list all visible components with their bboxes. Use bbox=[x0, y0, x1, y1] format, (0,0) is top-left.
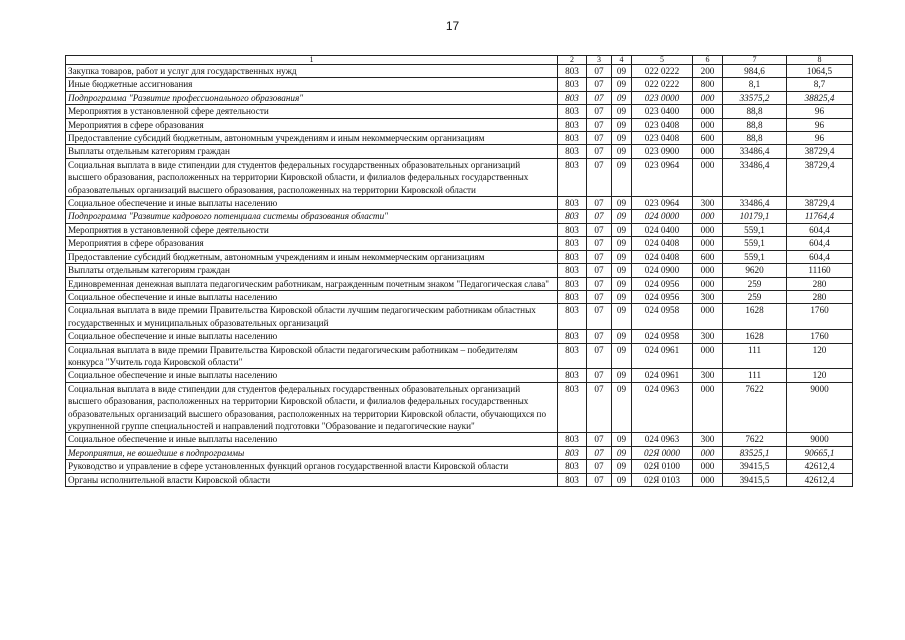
ministry-code-cell: 803 bbox=[558, 290, 587, 303]
row-name-cell: Выплаты отдельным категориям граждан bbox=[66, 145, 558, 158]
subsection-code-cell: 09 bbox=[612, 132, 632, 145]
column-header: 6 bbox=[693, 56, 723, 65]
target-article-cell: 024 0956 bbox=[632, 277, 693, 290]
section-code-cell: 07 bbox=[587, 105, 612, 118]
subsection-code-cell: 09 bbox=[612, 210, 632, 223]
amount-year1-cell: 88,8 bbox=[723, 118, 787, 131]
subsection-code-cell: 09 bbox=[612, 446, 632, 459]
amount-year2-cell: 9000 bbox=[787, 382, 853, 433]
section-code-cell: 07 bbox=[587, 330, 612, 343]
expense-type-cell: 000 bbox=[693, 237, 723, 250]
amount-year1-cell: 10179,1 bbox=[723, 210, 787, 223]
target-article-cell: 024 0961 bbox=[632, 369, 693, 382]
ministry-code-cell: 803 bbox=[558, 210, 587, 223]
amount-year1-cell: 559,1 bbox=[723, 223, 787, 236]
target-article-cell: 024 0000 bbox=[632, 210, 693, 223]
target-article-cell: 02Я 0100 bbox=[632, 460, 693, 473]
amount-year1-cell: 33486,4 bbox=[723, 145, 787, 158]
section-code-cell: 07 bbox=[587, 460, 612, 473]
table-row bbox=[66, 264, 853, 277]
row-name-cell: Закупка товаров, работ и услуг для государственных нужд bbox=[66, 65, 558, 78]
row-name-cell: Социальная выплата в виде стипендии для студентов федеральных государственных образовательных организаций высшего образования, расположенных на территории Кировской области, и филиалов федеральных государственных образовательных организаций высшего образования, расположенных на территории Кировской области, обучающихся по укрупненной группе специальностей и направлений подготовки "Образование и педагогические науки" bbox=[66, 382, 558, 433]
table-row bbox=[66, 369, 853, 382]
section-code-cell: 07 bbox=[587, 158, 612, 196]
section-code-cell: 07 bbox=[587, 78, 612, 91]
subsection-code-cell: 09 bbox=[612, 250, 632, 263]
target-article-cell: 023 0408 bbox=[632, 118, 693, 131]
row-name-cell: Подпрограмма "Развитие кадрового потенциала системы образования области" bbox=[66, 210, 558, 223]
amount-year1-cell: 88,8 bbox=[723, 105, 787, 118]
expense-type-cell: 000 bbox=[693, 382, 723, 433]
amount-year2-cell: 1760 bbox=[787, 330, 853, 343]
amount-year2-cell: 604,4 bbox=[787, 237, 853, 250]
section-code-cell: 07 bbox=[587, 290, 612, 303]
table-row bbox=[66, 223, 853, 236]
table-row bbox=[66, 78, 853, 91]
expense-type-cell: 000 bbox=[693, 446, 723, 459]
expense-type-cell: 600 bbox=[693, 132, 723, 145]
table-row bbox=[66, 105, 853, 118]
row-name-cell: Социальное обеспечение и иные выплаты населению bbox=[66, 290, 558, 303]
amount-year1-cell: 33575,2 bbox=[723, 91, 787, 104]
table-row bbox=[66, 330, 853, 343]
expense-type-cell: 000 bbox=[693, 264, 723, 277]
section-code-cell: 07 bbox=[587, 223, 612, 236]
amount-year2-cell: 42612,4 bbox=[787, 473, 853, 486]
ministry-code-cell: 803 bbox=[558, 145, 587, 158]
ministry-code-cell: 803 bbox=[558, 369, 587, 382]
section-code-cell: 07 bbox=[587, 433, 612, 446]
amount-year2-cell: 9000 bbox=[787, 433, 853, 446]
target-article-cell: 024 0900 bbox=[632, 264, 693, 277]
table-row bbox=[66, 197, 853, 210]
expense-type-cell: 000 bbox=[693, 223, 723, 236]
expense-type-cell: 000 bbox=[693, 145, 723, 158]
table-row bbox=[66, 250, 853, 263]
row-name-cell: Предоставление субсидий бюджетным, автономным учреждениям и иным некоммерческим организациям bbox=[66, 250, 558, 263]
budget-table bbox=[65, 55, 853, 487]
table-row bbox=[66, 210, 853, 223]
section-code-cell: 07 bbox=[587, 145, 612, 158]
ministry-code-cell: 803 bbox=[558, 132, 587, 145]
amount-year2-cell: 11764,4 bbox=[787, 210, 853, 223]
expense-type-cell: 600 bbox=[693, 250, 723, 263]
table-row bbox=[66, 446, 853, 459]
ministry-code-cell: 803 bbox=[558, 118, 587, 131]
subsection-code-cell: 09 bbox=[612, 290, 632, 303]
amount-year1-cell: 259 bbox=[723, 277, 787, 290]
subsection-code-cell: 09 bbox=[612, 237, 632, 250]
amount-year1-cell: 559,1 bbox=[723, 237, 787, 250]
subsection-code-cell: 09 bbox=[612, 304, 632, 330]
target-article-cell: 023 0964 bbox=[632, 158, 693, 196]
column-header: 4 bbox=[612, 56, 632, 65]
row-name-cell: Социальная выплата в виде премии Правительства Кировской области лучшим педагогическим работникам областных государственных и муниципальных образовательных организаций bbox=[66, 304, 558, 330]
target-article-cell: 024 0400 bbox=[632, 223, 693, 236]
column-header: 7 bbox=[723, 56, 787, 65]
table-row bbox=[66, 145, 853, 158]
amount-year2-cell: 38825,4 bbox=[787, 91, 853, 104]
expense-type-cell: 000 bbox=[693, 105, 723, 118]
subsection-code-cell: 09 bbox=[612, 78, 632, 91]
row-name-cell: Социальное обеспечение и иные выплаты населению bbox=[66, 433, 558, 446]
ministry-code-cell: 803 bbox=[558, 343, 587, 369]
amount-year2-cell: 120 bbox=[787, 343, 853, 369]
amount-year1-cell: 984,6 bbox=[723, 65, 787, 78]
row-name-cell: Мероприятия, не вошедшие в подпрограммы bbox=[66, 446, 558, 459]
column-number-row bbox=[66, 56, 853, 65]
subsection-code-cell: 09 bbox=[612, 343, 632, 369]
row-name-cell: Мероприятия в установленной сфере деятельности bbox=[66, 105, 558, 118]
table-row bbox=[66, 91, 853, 104]
row-name-cell: Социальное обеспечение и иные выплаты населению bbox=[66, 369, 558, 382]
ministry-code-cell: 803 bbox=[558, 78, 587, 91]
subsection-code-cell: 09 bbox=[612, 460, 632, 473]
column-header: 3 bbox=[587, 56, 612, 65]
section-code-cell: 07 bbox=[587, 237, 612, 250]
amount-year2-cell: 96 bbox=[787, 118, 853, 131]
ministry-code-cell: 803 bbox=[558, 304, 587, 330]
table-row bbox=[66, 277, 853, 290]
ministry-code-cell: 803 bbox=[558, 446, 587, 459]
target-article-cell: 024 0963 bbox=[632, 433, 693, 446]
amount-year1-cell: 33486,4 bbox=[723, 197, 787, 210]
amount-year2-cell: 38729,4 bbox=[787, 158, 853, 196]
ministry-code-cell: 803 bbox=[558, 223, 587, 236]
section-code-cell: 07 bbox=[587, 132, 612, 145]
target-article-cell: 022 0222 bbox=[632, 78, 693, 91]
section-code-cell: 07 bbox=[587, 91, 612, 104]
expense-type-cell: 300 bbox=[693, 433, 723, 446]
amount-year1-cell: 39415,5 bbox=[723, 473, 787, 486]
amount-year2-cell: 604,4 bbox=[787, 250, 853, 263]
amount-year1-cell: 7622 bbox=[723, 433, 787, 446]
section-code-cell: 07 bbox=[587, 210, 612, 223]
row-name-cell: Органы исполнительной власти Кировской области bbox=[66, 473, 558, 486]
ministry-code-cell: 803 bbox=[558, 105, 587, 118]
table-row bbox=[66, 304, 853, 330]
section-code-cell: 07 bbox=[587, 65, 612, 78]
table-row bbox=[66, 343, 853, 369]
subsection-code-cell: 09 bbox=[612, 433, 632, 446]
target-article-cell: 024 0958 bbox=[632, 304, 693, 330]
subsection-code-cell: 09 bbox=[612, 264, 632, 277]
amount-year1-cell: 83525,1 bbox=[723, 446, 787, 459]
row-name-cell: Социальная выплата в виде стипендии для студентов федеральных государственных образовательных организаций высшего образования, расположенных на территории Кировской области, и филиалов федеральных государственных образовательных организаций высшего образования, расположенных на территории Кировской области bbox=[66, 158, 558, 196]
target-article-cell: 023 0000 bbox=[632, 91, 693, 104]
amount-year1-cell: 559,1 bbox=[723, 250, 787, 263]
ministry-code-cell: 803 bbox=[558, 197, 587, 210]
row-name-cell: Предоставление субсидий бюджетным, автономным учреждениям и иным некоммерческим организациям bbox=[66, 132, 558, 145]
amount-year1-cell: 33486,4 bbox=[723, 158, 787, 196]
section-code-cell: 07 bbox=[587, 250, 612, 263]
amount-year2-cell: 1064,5 bbox=[787, 65, 853, 78]
target-article-cell: 02Я 0000 bbox=[632, 446, 693, 459]
table-body bbox=[66, 65, 853, 487]
row-name-cell: Мероприятия в установленной сфере деятельности bbox=[66, 223, 558, 236]
target-article-cell: 024 0961 bbox=[632, 343, 693, 369]
section-code-cell: 07 bbox=[587, 446, 612, 459]
section-code-cell: 07 bbox=[587, 369, 612, 382]
amount-year1-cell: 8,1 bbox=[723, 78, 787, 91]
ministry-code-cell: 803 bbox=[558, 91, 587, 104]
subsection-code-cell: 09 bbox=[612, 145, 632, 158]
expense-type-cell: 000 bbox=[693, 91, 723, 104]
ministry-code-cell: 803 bbox=[558, 264, 587, 277]
amount-year2-cell: 96 bbox=[787, 132, 853, 145]
target-article-cell: 022 0222 bbox=[632, 65, 693, 78]
section-code-cell: 07 bbox=[587, 118, 612, 131]
amount-year2-cell: 38729,4 bbox=[787, 145, 853, 158]
subsection-code-cell: 09 bbox=[612, 158, 632, 196]
row-name-cell: Единовременная денежная выплата педагогическим работникам, награжденным почетным знаком "Педагогическая слава" bbox=[66, 277, 558, 290]
amount-year1-cell: 1628 bbox=[723, 330, 787, 343]
amount-year1-cell: 9620 bbox=[723, 264, 787, 277]
subsection-code-cell: 09 bbox=[612, 65, 632, 78]
ministry-code-cell: 803 bbox=[558, 237, 587, 250]
ministry-code-cell: 803 bbox=[558, 277, 587, 290]
amount-year2-cell: 42612,4 bbox=[787, 460, 853, 473]
table-row bbox=[66, 473, 853, 486]
ministry-code-cell: 803 bbox=[558, 330, 587, 343]
section-code-cell: 07 bbox=[587, 473, 612, 486]
section-code-cell: 07 bbox=[587, 343, 612, 369]
target-article-cell: 024 0408 bbox=[632, 237, 693, 250]
subsection-code-cell: 09 bbox=[612, 197, 632, 210]
target-article-cell: 02Я 0103 bbox=[632, 473, 693, 486]
row-name-cell: Иные бюджетные ассигнования bbox=[66, 78, 558, 91]
table-row bbox=[66, 132, 853, 145]
page-number: 17 bbox=[445, 19, 460, 33]
amount-year2-cell: 280 bbox=[787, 277, 853, 290]
subsection-code-cell: 09 bbox=[612, 277, 632, 290]
amount-year1-cell: 259 bbox=[723, 290, 787, 303]
table-row bbox=[66, 460, 853, 473]
amount-year2-cell: 11160 bbox=[787, 264, 853, 277]
amount-year2-cell: 120 bbox=[787, 369, 853, 382]
row-name-cell: Мероприятия в сфере образования bbox=[66, 118, 558, 131]
row-name-cell: Подпрограмма "Развитие профессионального образования" bbox=[66, 91, 558, 104]
section-code-cell: 07 bbox=[587, 197, 612, 210]
amount-year2-cell: 38729,4 bbox=[787, 197, 853, 210]
amount-year1-cell: 7622 bbox=[723, 382, 787, 433]
expense-type-cell: 000 bbox=[693, 460, 723, 473]
row-name-cell: Социальное обеспечение и иные выплаты населению bbox=[66, 197, 558, 210]
section-code-cell: 07 bbox=[587, 264, 612, 277]
section-code-cell: 07 bbox=[587, 277, 612, 290]
expense-type-cell: 000 bbox=[693, 158, 723, 196]
target-article-cell: 024 0963 bbox=[632, 382, 693, 433]
target-article-cell: 023 0900 bbox=[632, 145, 693, 158]
expense-type-cell: 000 bbox=[693, 118, 723, 131]
expense-type-cell: 300 bbox=[693, 330, 723, 343]
table-row bbox=[66, 290, 853, 303]
subsection-code-cell: 09 bbox=[612, 369, 632, 382]
target-article-cell: 024 0958 bbox=[632, 330, 693, 343]
column-header: 2 bbox=[558, 56, 587, 65]
target-article-cell: 023 0964 bbox=[632, 197, 693, 210]
row-name-cell: Мероприятия в сфере образования bbox=[66, 237, 558, 250]
table-row bbox=[66, 65, 853, 78]
amount-year1-cell: 1628 bbox=[723, 304, 787, 330]
expense-type-cell: 300 bbox=[693, 290, 723, 303]
amount-year2-cell: 8,7 bbox=[787, 78, 853, 91]
subsection-code-cell: 09 bbox=[612, 382, 632, 433]
table-row bbox=[66, 433, 853, 446]
expense-type-cell: 000 bbox=[693, 473, 723, 486]
row-name-cell: Социальная выплата в виде премии Правительства Кировской области педагогическим работникам – победителям конкурса "Учитель года Кировской области" bbox=[66, 343, 558, 369]
target-article-cell: 024 0408 bbox=[632, 250, 693, 263]
amount-year2-cell: 90665,1 bbox=[787, 446, 853, 459]
table-row bbox=[66, 158, 853, 196]
table-row bbox=[66, 237, 853, 250]
amount-year2-cell: 604,4 bbox=[787, 223, 853, 236]
ministry-code-cell: 803 bbox=[558, 433, 587, 446]
amount-year1-cell: 111 bbox=[723, 343, 787, 369]
ministry-code-cell: 803 bbox=[558, 65, 587, 78]
subsection-code-cell: 09 bbox=[612, 473, 632, 486]
table-row bbox=[66, 118, 853, 131]
amount-year2-cell: 1760 bbox=[787, 304, 853, 330]
expense-type-cell: 300 bbox=[693, 197, 723, 210]
ministry-code-cell: 803 bbox=[558, 158, 587, 196]
ministry-code-cell: 803 bbox=[558, 460, 587, 473]
ministry-code-cell: 803 bbox=[558, 473, 587, 486]
expense-type-cell: 000 bbox=[693, 343, 723, 369]
subsection-code-cell: 09 bbox=[612, 118, 632, 131]
row-name-cell: Выплаты отдельным категориям граждан bbox=[66, 264, 558, 277]
column-header: 8 bbox=[787, 56, 853, 65]
subsection-code-cell: 09 bbox=[612, 105, 632, 118]
target-article-cell: 024 0956 bbox=[632, 290, 693, 303]
amount-year1-cell: 111 bbox=[723, 369, 787, 382]
expense-type-cell: 000 bbox=[693, 277, 723, 290]
subsection-code-cell: 09 bbox=[612, 330, 632, 343]
section-code-cell: 07 bbox=[587, 382, 612, 433]
expense-type-cell: 300 bbox=[693, 369, 723, 382]
row-name-cell: Социальное обеспечение и иные выплаты населению bbox=[66, 330, 558, 343]
expense-type-cell: 200 bbox=[693, 65, 723, 78]
subsection-code-cell: 09 bbox=[612, 91, 632, 104]
subsection-code-cell: 09 bbox=[612, 223, 632, 236]
table-row bbox=[66, 382, 853, 433]
amount-year2-cell: 96 bbox=[787, 105, 853, 118]
expense-type-cell: 000 bbox=[693, 210, 723, 223]
expense-type-cell: 000 bbox=[693, 304, 723, 330]
expense-type-cell: 800 bbox=[693, 78, 723, 91]
amount-year1-cell: 39415,5 bbox=[723, 460, 787, 473]
ministry-code-cell: 803 bbox=[558, 382, 587, 433]
column-header: 1 bbox=[66, 56, 558, 65]
ministry-code-cell: 803 bbox=[558, 250, 587, 263]
section-code-cell: 07 bbox=[587, 304, 612, 330]
target-article-cell: 023 0400 bbox=[632, 105, 693, 118]
column-header: 5 bbox=[632, 56, 693, 65]
row-name-cell: Руководство и управление в сфере установленных функций органов государственной власти Кировской области bbox=[66, 460, 558, 473]
target-article-cell: 023 0408 bbox=[632, 132, 693, 145]
amount-year1-cell: 88,8 bbox=[723, 132, 787, 145]
amount-year2-cell: 280 bbox=[787, 290, 853, 303]
